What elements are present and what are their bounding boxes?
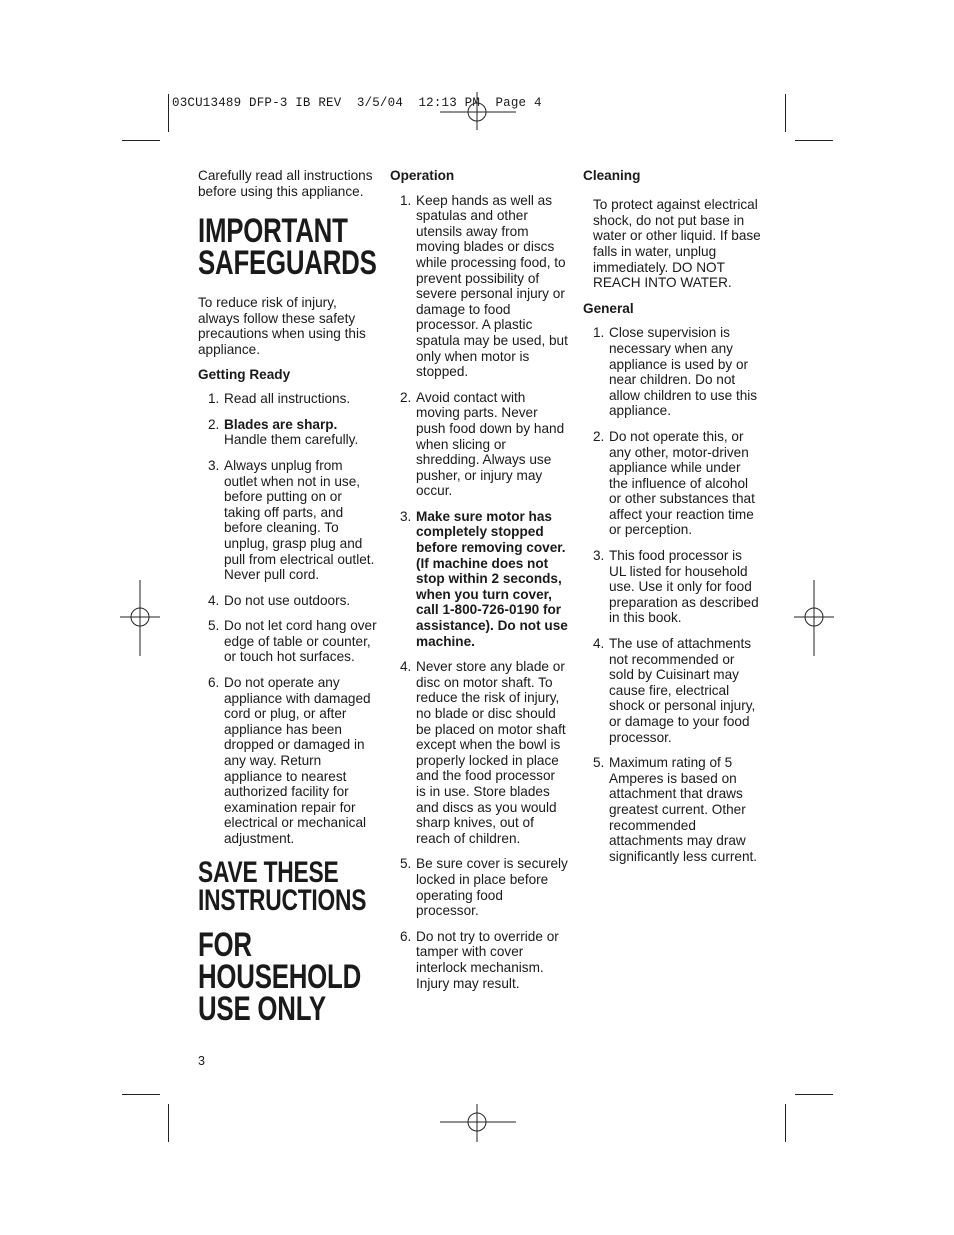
list-item-text: Do not use outdoors. [224,592,351,608]
list-item [583,548,761,626]
list-item [198,417,378,448]
intro-text: Carefully read all instructions before using this appliance. [198,168,373,199]
list-item-text: This food processor is UL listed for household use. Use it only for food preparation as described in this book. [609,548,759,626]
list-item-bold-text: Blades are sharp. [224,416,338,432]
list-item-text: Close supervision is necessary when any appliance is used by or near children. Do not allow children to use this appliance. [609,325,758,419]
crop-mark-top-left-h [122,140,160,141]
list-item-text: Keep hands as well as spatulas and other utensils away from moving blades or discs while processing food, to prevent possibility of severe personal injury or damage to food processor. A plastic spatula may be used, but only when motor is stopped. [416,192,568,380]
list-item-number: 3. [593,548,605,564]
list-item-text: Do not let cord hang over edge of table or counter, or touch hot surfaces. [224,618,377,665]
list-item [390,856,568,918]
column-safeguards [198,168,378,1028]
list-item-text: Do not operate any appliance with damaged cord or plug, or after appliance has been dropped or damaged in any way. Return appliance to nearest authorized facility for examination repair for electrical or mechanical adjustment. [224,675,371,846]
cleaning-heading: Cleaning [583,168,641,183]
column-cleaning-general [583,168,761,874]
list-item-text: Never store any blade or disc on motor shaft. To reduce the risk of injury, no blade or disc should be placed on motor shaft except when the bowl is properly locked in place and the food processor is in use. Store blades and discs as you would sharp knives, out of reach of children. [416,659,566,846]
list-item-number: 2. [400,389,412,405]
list-item-number: 5. [208,618,220,634]
crop-mark-top-left-v [168,94,169,132]
save-instructions-heading: SAVE THESE INSTRUCTIONS [198,855,367,917]
list-item [198,675,378,847]
list-item [583,325,761,419]
list-item [583,636,761,745]
list-item-number: 4. [400,659,412,675]
list-item-number: 6. [208,675,220,691]
list-item-text: Always unplug from outlet when not in use, before putting on or taking off parts, and before cleaning. To unplug, grasp plug and pull from electrical outlet. Never pull cord. [224,457,375,583]
list-item [390,659,568,846]
household-use-heading: FOR HOUSEHOLD USE ONLY [198,925,362,1028]
list-item [583,429,761,538]
cleaning-text: To protect against electrical shock, do not put base in water or other liquid. If base falls in water, unplug immediately. DO NOT REACH INTO WATER. [593,197,761,291]
general-list [583,325,761,864]
list-item-text: Read all instructions. [224,391,351,407]
list-item-text: Maximum rating of 5 Amperes is based on attachment that draws greatest current. Other recommended attachments may draw significantly less current. [609,755,758,864]
column-operation [390,168,568,1001]
operation-list [390,193,568,992]
registration-mark-top [440,92,516,130]
registration-mark-bottom [440,1104,516,1142]
getting-ready-heading: Getting Ready [198,366,291,382]
list-item-text: The use of attachments not recommended or sold by Cuisinart may cause fire, electrical shock or personal injury, or damage to your food processor. [609,636,756,745]
list-item-number: 5. [593,755,605,771]
list-item-text: Do not operate this, or any other, motor-driven appliance while under the influence of alcohol or other substances that affect your reaction time or perception. [609,428,755,538]
getting-ready-list [198,391,378,846]
list-item-number: 1. [593,325,605,341]
registration-mark-right [794,580,834,656]
list-item-bold-text: Make sure motor has completely stopped before removing cover. (If machine does not stop within 2 seconds, when you turn cover, call 1-800-726-0190 for assistance). Do not use machine. [416,508,568,649]
page-title: IMPORTANT SAFEGUARDS [198,212,377,283]
list-item-number: 3. [208,457,220,473]
list-item-number: 4. [208,592,220,608]
crop-mark-bottom-right-v [785,1104,786,1142]
list-item-number: 2. [593,428,605,444]
crop-mark-top-right-h [795,140,833,141]
list-item-number: 5. [400,856,412,872]
list-item-number: 3. [400,508,412,524]
list-item [390,193,568,380]
list-item-text: Do not try to override or tamper with cover interlock mechanism. Injury may result. [416,928,559,991]
list-item [390,390,568,499]
list-item [390,929,568,991]
list-item-number: 4. [593,636,605,652]
list-item-number: 2. [208,416,220,432]
operation-heading: Operation [390,168,455,183]
page-number: 3 [198,1054,205,1068]
crop-mark-bottom-left-h [122,1094,160,1095]
list-item [198,593,378,609]
registration-mark-left [120,580,160,656]
list-item [198,458,378,583]
list-item-text: Handle them carefully. [224,432,359,448]
list-item-number: 1. [208,391,220,407]
list-item-text: Be sure cover is securely locked in place before operating food processor. [416,856,568,919]
crop-mark-bottom-left-v [168,1104,169,1142]
list-item [583,755,761,864]
list-item [390,509,568,649]
list-item [198,618,378,665]
general-heading: General [583,300,634,316]
crop-mark-top-right-v [785,94,786,132]
list-item-number: 1. [400,192,412,208]
list-item-text: Avoid contact with moving parts. Never push food down by hand when slicing or shredding. Always use pusher, or injury may occur. [416,389,565,499]
crop-mark-bottom-right-h [795,1094,833,1095]
list-item [198,391,378,407]
lead-text: To reduce risk of injury, always follow these safety precautions when using this appliance. [198,295,366,357]
list-item-number: 6. [400,928,412,944]
printer-slug: 03CU13489 DFP-3 IB REV 3/5/04 12:13 PM Page 4 [172,96,542,110]
